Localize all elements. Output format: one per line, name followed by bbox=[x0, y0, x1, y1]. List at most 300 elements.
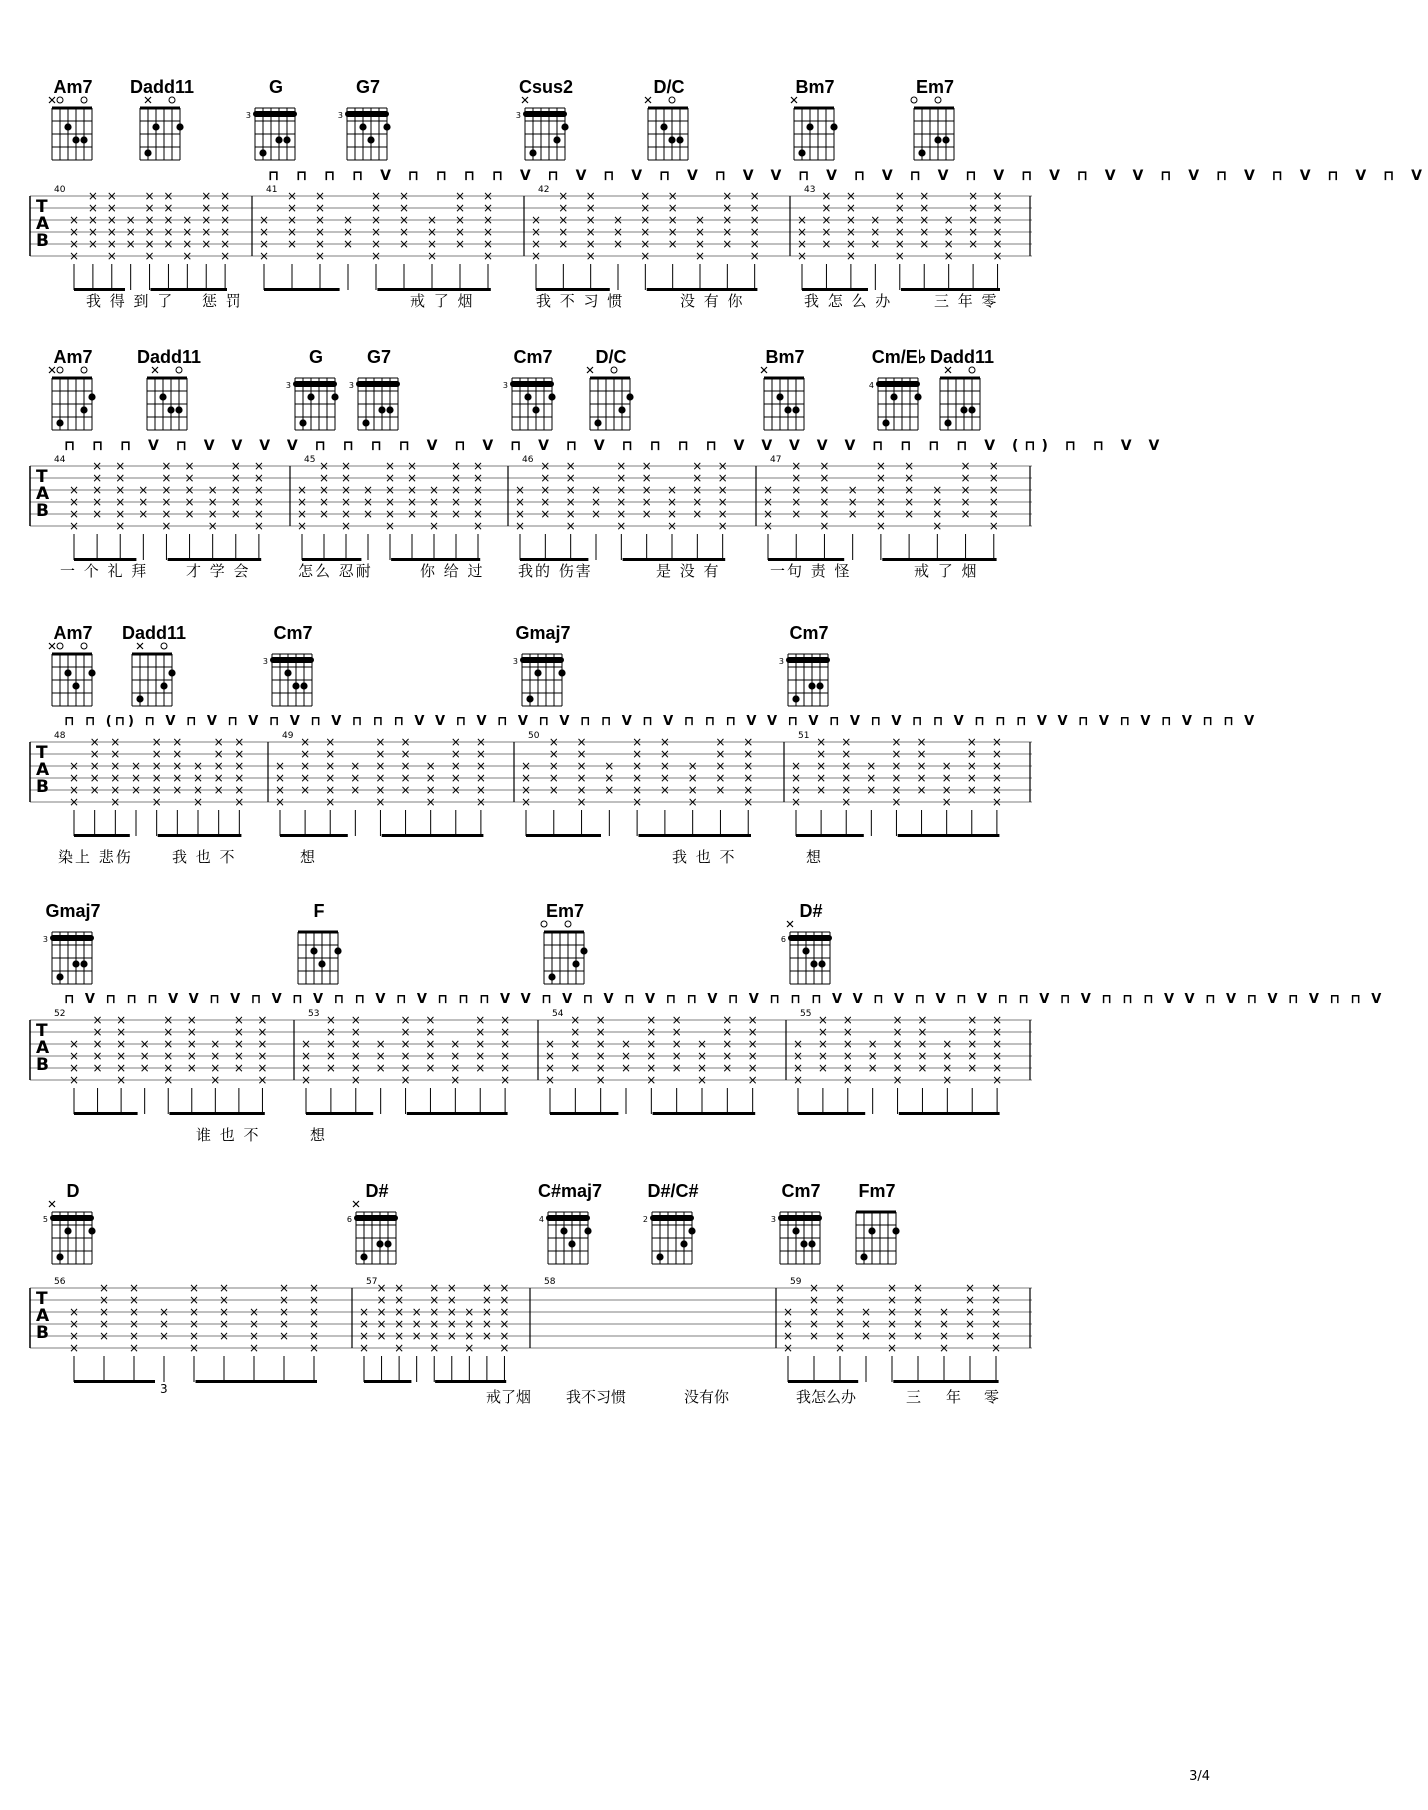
strum-x-note: × bbox=[942, 1049, 953, 1063]
strum-x-note: × bbox=[128, 1305, 140, 1319]
strum-x-note: × bbox=[375, 1061, 386, 1075]
strum-x-note: × bbox=[454, 225, 466, 239]
strum-x-note: × bbox=[314, 237, 326, 251]
strum-x-note: × bbox=[89, 759, 100, 773]
strum-x-note: × bbox=[762, 519, 774, 533]
strum-x-note: × bbox=[398, 225, 410, 239]
chord-name: G bbox=[268, 77, 283, 97]
strum-x-note: × bbox=[98, 1305, 110, 1319]
strum-x-note: × bbox=[540, 495, 551, 509]
strum-x-note: × bbox=[454, 201, 466, 215]
strum-x-note: × bbox=[89, 747, 100, 761]
strum-x-note: × bbox=[394, 1305, 405, 1319]
strum-x-note: × bbox=[258, 237, 270, 251]
strum-x-note: × bbox=[144, 201, 155, 215]
strum-x-note: × bbox=[892, 1013, 903, 1027]
strum-x-note: × bbox=[500, 1061, 511, 1075]
strum-x-note: × bbox=[886, 1305, 898, 1319]
strum-x-note: × bbox=[450, 471, 462, 485]
strum-x-note: × bbox=[530, 249, 542, 263]
chord-name: G7 bbox=[366, 347, 391, 367]
strum-x-note: × bbox=[834, 1281, 846, 1295]
strum-x-note: × bbox=[188, 1329, 200, 1343]
lyric: 我 得 到 了 bbox=[86, 292, 175, 310]
strum-x-note: × bbox=[819, 459, 830, 473]
strum-x-note: × bbox=[158, 1305, 170, 1319]
strum-x-note: × bbox=[514, 507, 526, 521]
strum-x-note: × bbox=[919, 213, 930, 227]
strum-x-note: × bbox=[188, 1293, 200, 1307]
strum-x-note: × bbox=[106, 201, 117, 215]
strum-x-note: × bbox=[186, 1013, 197, 1027]
strum-x-note: × bbox=[749, 225, 760, 239]
strum-x-note: × bbox=[218, 1281, 230, 1295]
strum-x-note: × bbox=[429, 1281, 440, 1295]
strum-x-note: × bbox=[258, 249, 270, 263]
strum-x-note: × bbox=[182, 213, 193, 227]
strum-x-note: × bbox=[808, 1317, 820, 1331]
strum-x-note: × bbox=[590, 483, 602, 497]
strum-x-note: × bbox=[715, 735, 726, 749]
strum-x-note: × bbox=[230, 459, 241, 473]
strum-x-note: × bbox=[671, 1025, 682, 1039]
strum-x-note: × bbox=[325, 1025, 336, 1039]
strum-x-note: × bbox=[253, 483, 264, 497]
strum-x-note: × bbox=[894, 225, 905, 239]
strum-x-note: × bbox=[992, 237, 1003, 251]
strum-x-note: × bbox=[139, 1061, 150, 1075]
strum-x-note: × bbox=[988, 471, 999, 485]
strum-x-note: × bbox=[400, 771, 411, 785]
strum-x-note: × bbox=[253, 495, 264, 509]
strum-x-note: × bbox=[646, 1025, 657, 1039]
beam bbox=[407, 1112, 508, 1115]
strum-pattern: ⊓ ⊓ ⊓ V ⊓ V V V V ⊓ ⊓ ⊓ ⊓ V ⊓ V ⊓ V ⊓ V ⊓ ⊓ ⊓ ⊓ V V V V V ⊓ ⊓ ⊓ ⊓ V (⊓) ⊓ ⊓ V V bbox=[64, 438, 1166, 454]
strum-x-note: × bbox=[234, 795, 245, 809]
strum-x-note: × bbox=[300, 735, 311, 749]
strum-x-note: × bbox=[790, 783, 802, 797]
chord-name: Gmaj7 bbox=[45, 901, 101, 921]
strum-x-note: × bbox=[530, 237, 542, 251]
strum-x-note: × bbox=[375, 735, 386, 749]
strum-x-note: × bbox=[248, 1329, 260, 1343]
strum-x-note: × bbox=[988, 507, 999, 521]
strum-x-note: × bbox=[234, 747, 245, 761]
strum-x-note: × bbox=[870, 225, 881, 239]
strum-x-note: × bbox=[894, 189, 905, 203]
strum-x-note: × bbox=[790, 795, 802, 809]
strum-x-note: × bbox=[138, 495, 149, 509]
strum-x-note: × bbox=[128, 1281, 140, 1295]
strum-x-note: × bbox=[325, 759, 336, 773]
strum-x-note: × bbox=[616, 519, 627, 533]
chord-name: F bbox=[313, 901, 325, 921]
strum-x-note: × bbox=[932, 495, 943, 509]
strum-x-note: × bbox=[967, 1049, 978, 1063]
strum-x-note: × bbox=[258, 225, 270, 239]
strum-x-note: × bbox=[464, 1317, 475, 1331]
strum-x-note: × bbox=[671, 1013, 682, 1027]
strum-x-note: × bbox=[845, 225, 856, 239]
measure-number: 50 bbox=[528, 731, 540, 741]
strum-x-note: × bbox=[892, 1025, 903, 1039]
strum-x-note: × bbox=[375, 783, 386, 797]
beam bbox=[526, 834, 601, 837]
strum-x-note: × bbox=[450, 735, 461, 749]
strum-x-note: × bbox=[991, 771, 1002, 785]
strum-x-note: × bbox=[514, 519, 526, 533]
strum-x-note: × bbox=[400, 1049, 411, 1063]
strum-x-note: × bbox=[482, 225, 494, 239]
beam bbox=[264, 288, 340, 291]
strum-x-note: × bbox=[565, 507, 576, 521]
strum-x-note: × bbox=[300, 1061, 312, 1075]
strum-x-note: × bbox=[612, 237, 624, 251]
strum-x-note: × bbox=[98, 1293, 110, 1307]
strum-x-note: × bbox=[687, 795, 698, 809]
beam bbox=[435, 1380, 506, 1383]
strum-x-note: × bbox=[68, 237, 80, 251]
strum-x-note: × bbox=[792, 1073, 804, 1087]
strum-x-note: × bbox=[585, 225, 596, 239]
strum-x-note: × bbox=[161, 495, 172, 509]
strum-x-note: × bbox=[188, 1341, 200, 1355]
strum-x-note: × bbox=[886, 1317, 898, 1331]
strum-x-note: × bbox=[375, 759, 386, 773]
strum-x-note: × bbox=[278, 1329, 290, 1343]
measure-number: 51 bbox=[798, 731, 810, 741]
strum-x-note: × bbox=[834, 1341, 846, 1355]
strum-x-note: × bbox=[717, 483, 728, 497]
strum-x-note: × bbox=[234, 783, 245, 797]
strum-x-note: × bbox=[886, 1293, 898, 1307]
strum-x-note: × bbox=[916, 747, 927, 761]
strum-x-note: × bbox=[671, 1049, 682, 1063]
strum-x-note: × bbox=[400, 1061, 411, 1075]
strum-x-note: × bbox=[866, 759, 877, 773]
strum-x-note: × bbox=[891, 783, 902, 797]
strum-x-note: × bbox=[384, 507, 396, 521]
strum-x-note: × bbox=[163, 201, 174, 215]
strum-x-note: × bbox=[300, 1073, 312, 1087]
strum-x-note: × bbox=[450, 459, 462, 473]
strum-x-note: × bbox=[218, 1293, 230, 1307]
strum-x-note: × bbox=[520, 759, 532, 773]
strum-x-note: × bbox=[340, 495, 352, 509]
strum-x-note: × bbox=[342, 237, 354, 251]
strum-x-note: × bbox=[362, 483, 374, 497]
chord-fret-number: 4 bbox=[868, 381, 874, 390]
strum-x-note: × bbox=[932, 483, 943, 497]
strum-x-note: × bbox=[314, 213, 326, 227]
tab-clef-letter: T bbox=[36, 743, 48, 763]
strum-x-note: × bbox=[646, 1037, 657, 1051]
strum-x-note: × bbox=[87, 225, 98, 239]
strum-x-note: × bbox=[590, 507, 602, 521]
strum-x-note: × bbox=[184, 471, 195, 485]
strum-x-note: × bbox=[394, 1329, 405, 1343]
strum-x-note: × bbox=[406, 495, 418, 509]
beam bbox=[899, 1112, 1000, 1115]
strum-x-note: × bbox=[841, 783, 852, 797]
strum-x-note: × bbox=[230, 507, 241, 521]
strum-x-note: × bbox=[472, 471, 484, 485]
strum-x-note: × bbox=[450, 495, 462, 509]
strum-x-note: × bbox=[990, 1293, 1002, 1307]
strum-x-note: × bbox=[92, 483, 103, 497]
strum-x-note: × bbox=[314, 225, 326, 239]
strum-x-note: × bbox=[894, 213, 905, 227]
strum-x-note: × bbox=[362, 507, 374, 521]
strum-x-note: × bbox=[376, 1329, 387, 1343]
strum-x-note: × bbox=[400, 1037, 411, 1051]
strum-x-note: × bbox=[845, 249, 856, 263]
strum-x-note: × bbox=[847, 507, 858, 521]
strum-x-note: × bbox=[722, 1013, 733, 1027]
strum-x-note: × bbox=[612, 213, 624, 227]
beam bbox=[893, 1380, 998, 1383]
chord-fret-number: 5 bbox=[42, 1215, 48, 1224]
strum-x-note: × bbox=[68, 783, 80, 797]
strum-x-note: × bbox=[138, 507, 149, 521]
strum-x-note: × bbox=[425, 1025, 436, 1039]
strum-x-note: × bbox=[808, 1329, 820, 1343]
strum-x-note: × bbox=[666, 495, 678, 509]
strum-x-note: × bbox=[370, 213, 382, 227]
strum-x-note: × bbox=[230, 483, 241, 497]
strum-x-note: × bbox=[350, 1061, 361, 1075]
strum-x-note: × bbox=[172, 771, 183, 785]
strum-x-note: × bbox=[792, 1049, 804, 1063]
tab-clef-letter: B bbox=[36, 501, 49, 521]
strum-x-note: × bbox=[565, 459, 576, 473]
strum-x-note: × bbox=[966, 783, 977, 797]
chord-fret-number: 3 bbox=[42, 935, 48, 944]
strum-x-note: × bbox=[842, 1049, 853, 1063]
strum-x-note: × bbox=[964, 1329, 976, 1343]
strum-x-note: × bbox=[278, 1305, 290, 1319]
strum-x-note: × bbox=[172, 735, 183, 749]
lyric: 一 个 礼 拜 bbox=[60, 562, 149, 580]
chord-name: G7 bbox=[355, 77, 380, 97]
strum-x-note: × bbox=[565, 483, 576, 497]
measure-number: 49 bbox=[282, 731, 294, 741]
strum-x-note: × bbox=[821, 201, 832, 215]
strum-x-note: × bbox=[666, 483, 678, 497]
strum-x-note: × bbox=[782, 1317, 794, 1331]
strum-x-note: × bbox=[92, 471, 103, 485]
strum-x-note: × bbox=[89, 783, 100, 797]
strum-x-note: × bbox=[425, 783, 436, 797]
strum-x-note: × bbox=[370, 237, 382, 251]
strum-x-note: × bbox=[92, 1049, 103, 1063]
strum-x-note: × bbox=[991, 783, 1002, 797]
strum-x-note: × bbox=[425, 1013, 436, 1027]
strum-x-note: × bbox=[640, 249, 651, 263]
strum-x-note: × bbox=[870, 213, 881, 227]
strum-x-note: × bbox=[342, 225, 354, 239]
strum-x-note: × bbox=[992, 1013, 1003, 1027]
strum-x-note: × bbox=[340, 519, 352, 533]
strum-x-note: × bbox=[128, 1329, 140, 1343]
strum-x-note: × bbox=[860, 1329, 872, 1343]
strum-x-note: × bbox=[632, 747, 643, 761]
chord-name: Bm7 bbox=[765, 347, 805, 367]
strum-x-note: × bbox=[220, 189, 231, 203]
strum-x-note: × bbox=[499, 1305, 510, 1319]
chord-fret-number: 3 bbox=[778, 657, 784, 666]
strum-x-note: × bbox=[576, 783, 587, 797]
strum-x-note: × bbox=[138, 483, 149, 497]
strum-x-note: × bbox=[916, 771, 927, 785]
beam bbox=[798, 1112, 865, 1115]
strum-x-note: × bbox=[110, 795, 121, 809]
chord-fret-number: 3 bbox=[245, 111, 251, 120]
strum-x-note: × bbox=[161, 483, 172, 497]
strum-x-note: × bbox=[400, 1073, 411, 1087]
strum-x-note: × bbox=[932, 519, 943, 533]
strum-x-note: × bbox=[286, 225, 298, 239]
strum-x-note: × bbox=[394, 1281, 405, 1295]
lyric: 一句 责 怪 bbox=[770, 562, 852, 580]
measure-number: 48 bbox=[54, 731, 66, 741]
strum-x-note: × bbox=[300, 1049, 312, 1063]
strum-x-note: × bbox=[646, 1013, 657, 1027]
lyric: 没 有 你 bbox=[680, 292, 745, 310]
strum-x-note: × bbox=[475, 735, 486, 749]
strum-x-note: × bbox=[375, 747, 386, 761]
strum-x-note: × bbox=[743, 771, 754, 785]
chord-name: Cm7 bbox=[273, 623, 313, 643]
strum-x-note: × bbox=[296, 519, 308, 533]
strum-x-note: × bbox=[464, 1305, 475, 1319]
strum-x-note: × bbox=[68, 1341, 80, 1355]
strum-x-note: × bbox=[616, 459, 627, 473]
strum-x-note: × bbox=[398, 189, 410, 203]
measure-number: 53 bbox=[308, 1009, 320, 1019]
strum-x-note: × bbox=[68, 1061, 80, 1075]
strum-x-note: × bbox=[585, 237, 596, 251]
tab-clef-letter: A bbox=[36, 484, 50, 504]
strum-x-note: × bbox=[834, 1293, 846, 1307]
lyric: 怎么 忍耐 bbox=[298, 562, 373, 580]
strum-x-note: × bbox=[960, 471, 971, 485]
strum-x-note: × bbox=[233, 1037, 244, 1051]
strum-x-note: × bbox=[475, 1061, 486, 1075]
strum-x-note: × bbox=[875, 507, 886, 521]
chord-name: Dadd11 bbox=[130, 77, 195, 97]
strum-x-note: × bbox=[144, 249, 155, 263]
strum-x-note: × bbox=[576, 747, 587, 761]
strum-x-note: × bbox=[641, 459, 652, 473]
strum-x-note: × bbox=[632, 795, 643, 809]
strum-x-note: × bbox=[253, 471, 264, 485]
strum-x-note: × bbox=[544, 1037, 556, 1051]
chord-fret-number: 3 bbox=[770, 1215, 776, 1224]
strum-x-note: × bbox=[428, 519, 440, 533]
strum-x-note: × bbox=[540, 483, 551, 497]
strum-x-note: × bbox=[694, 237, 706, 251]
strum-x-note: × bbox=[128, 1317, 140, 1331]
strum-x-note: × bbox=[894, 201, 905, 215]
chord-name: G bbox=[308, 347, 323, 367]
strum-x-note: × bbox=[991, 795, 1002, 809]
chord-fret-number: 6 bbox=[780, 935, 786, 944]
strum-x-note: × bbox=[400, 783, 411, 797]
strum-x-note: × bbox=[796, 249, 808, 263]
strum-x-note: × bbox=[696, 1073, 708, 1087]
strum-x-note: × bbox=[192, 771, 204, 785]
strum-x-note: × bbox=[358, 1317, 370, 1331]
strum-x-note: × bbox=[257, 1025, 268, 1039]
strum-x-note: × bbox=[144, 237, 155, 251]
strum-x-note: × bbox=[938, 1305, 950, 1319]
strum-x-note: × bbox=[875, 471, 886, 485]
chord-name: Cm7 bbox=[789, 623, 829, 643]
strum-x-note: × bbox=[966, 759, 977, 773]
strum-x-note: × bbox=[841, 747, 852, 761]
strum-x-note: × bbox=[659, 747, 670, 761]
strum-x-note: × bbox=[632, 735, 643, 749]
strum-x-note: × bbox=[398, 237, 410, 251]
strum-x-note: × bbox=[362, 495, 374, 509]
strum-x-note: × bbox=[912, 1329, 924, 1343]
strum-x-note: × bbox=[475, 759, 486, 773]
strum-x-note: × bbox=[992, 225, 1003, 239]
strum-x-note: × bbox=[110, 735, 121, 749]
strum-x-note: × bbox=[139, 1049, 150, 1063]
strum-x-note: × bbox=[990, 1305, 1002, 1319]
strum-x-note: × bbox=[218, 1329, 230, 1343]
strum-x-note: × bbox=[791, 507, 802, 521]
strum-x-note: × bbox=[426, 237, 438, 251]
strum-x-note: × bbox=[743, 759, 754, 773]
strum-x-note: × bbox=[943, 237, 954, 251]
strum-x-note: × bbox=[894, 237, 905, 251]
strum-x-note: × bbox=[340, 471, 352, 485]
strum-x-note: × bbox=[817, 1025, 828, 1039]
tab-staff bbox=[0, 900, 1228, 1140]
strum-x-note: × bbox=[659, 771, 670, 785]
strum-x-note: × bbox=[325, 735, 336, 749]
strum-x-note: × bbox=[992, 1073, 1003, 1087]
strum-x-note: × bbox=[558, 201, 569, 215]
tab-clef-letter: T bbox=[36, 1021, 48, 1041]
chord-fret-number: 3 bbox=[512, 657, 518, 666]
chord-name: Am7 bbox=[53, 623, 93, 643]
strum-x-note: × bbox=[842, 1061, 853, 1075]
strum-x-note: × bbox=[475, 795, 486, 809]
strum-x-note: × bbox=[89, 771, 100, 785]
strum-x-note: × bbox=[350, 1073, 361, 1087]
strum-x-note: × bbox=[278, 1281, 290, 1295]
strum-x-note: × bbox=[747, 1073, 758, 1087]
strum-x-note: × bbox=[308, 1281, 320, 1295]
strum-x-note: × bbox=[400, 1025, 411, 1039]
strum-x-note: × bbox=[98, 1317, 110, 1331]
strum-x-note: × bbox=[904, 507, 915, 521]
strum-x-note: × bbox=[253, 519, 264, 533]
strum-x-note: × bbox=[715, 747, 726, 761]
strum-x-note: × bbox=[450, 759, 461, 773]
strum-x-note: × bbox=[184, 483, 195, 497]
tab-clef-letter: T bbox=[36, 1289, 48, 1309]
strum-x-note: × bbox=[576, 771, 587, 785]
strum-x-note: × bbox=[370, 249, 382, 263]
strum-x-note: × bbox=[286, 201, 298, 215]
strum-x-note: × bbox=[68, 759, 80, 773]
strum-x-note: × bbox=[595, 1049, 606, 1063]
